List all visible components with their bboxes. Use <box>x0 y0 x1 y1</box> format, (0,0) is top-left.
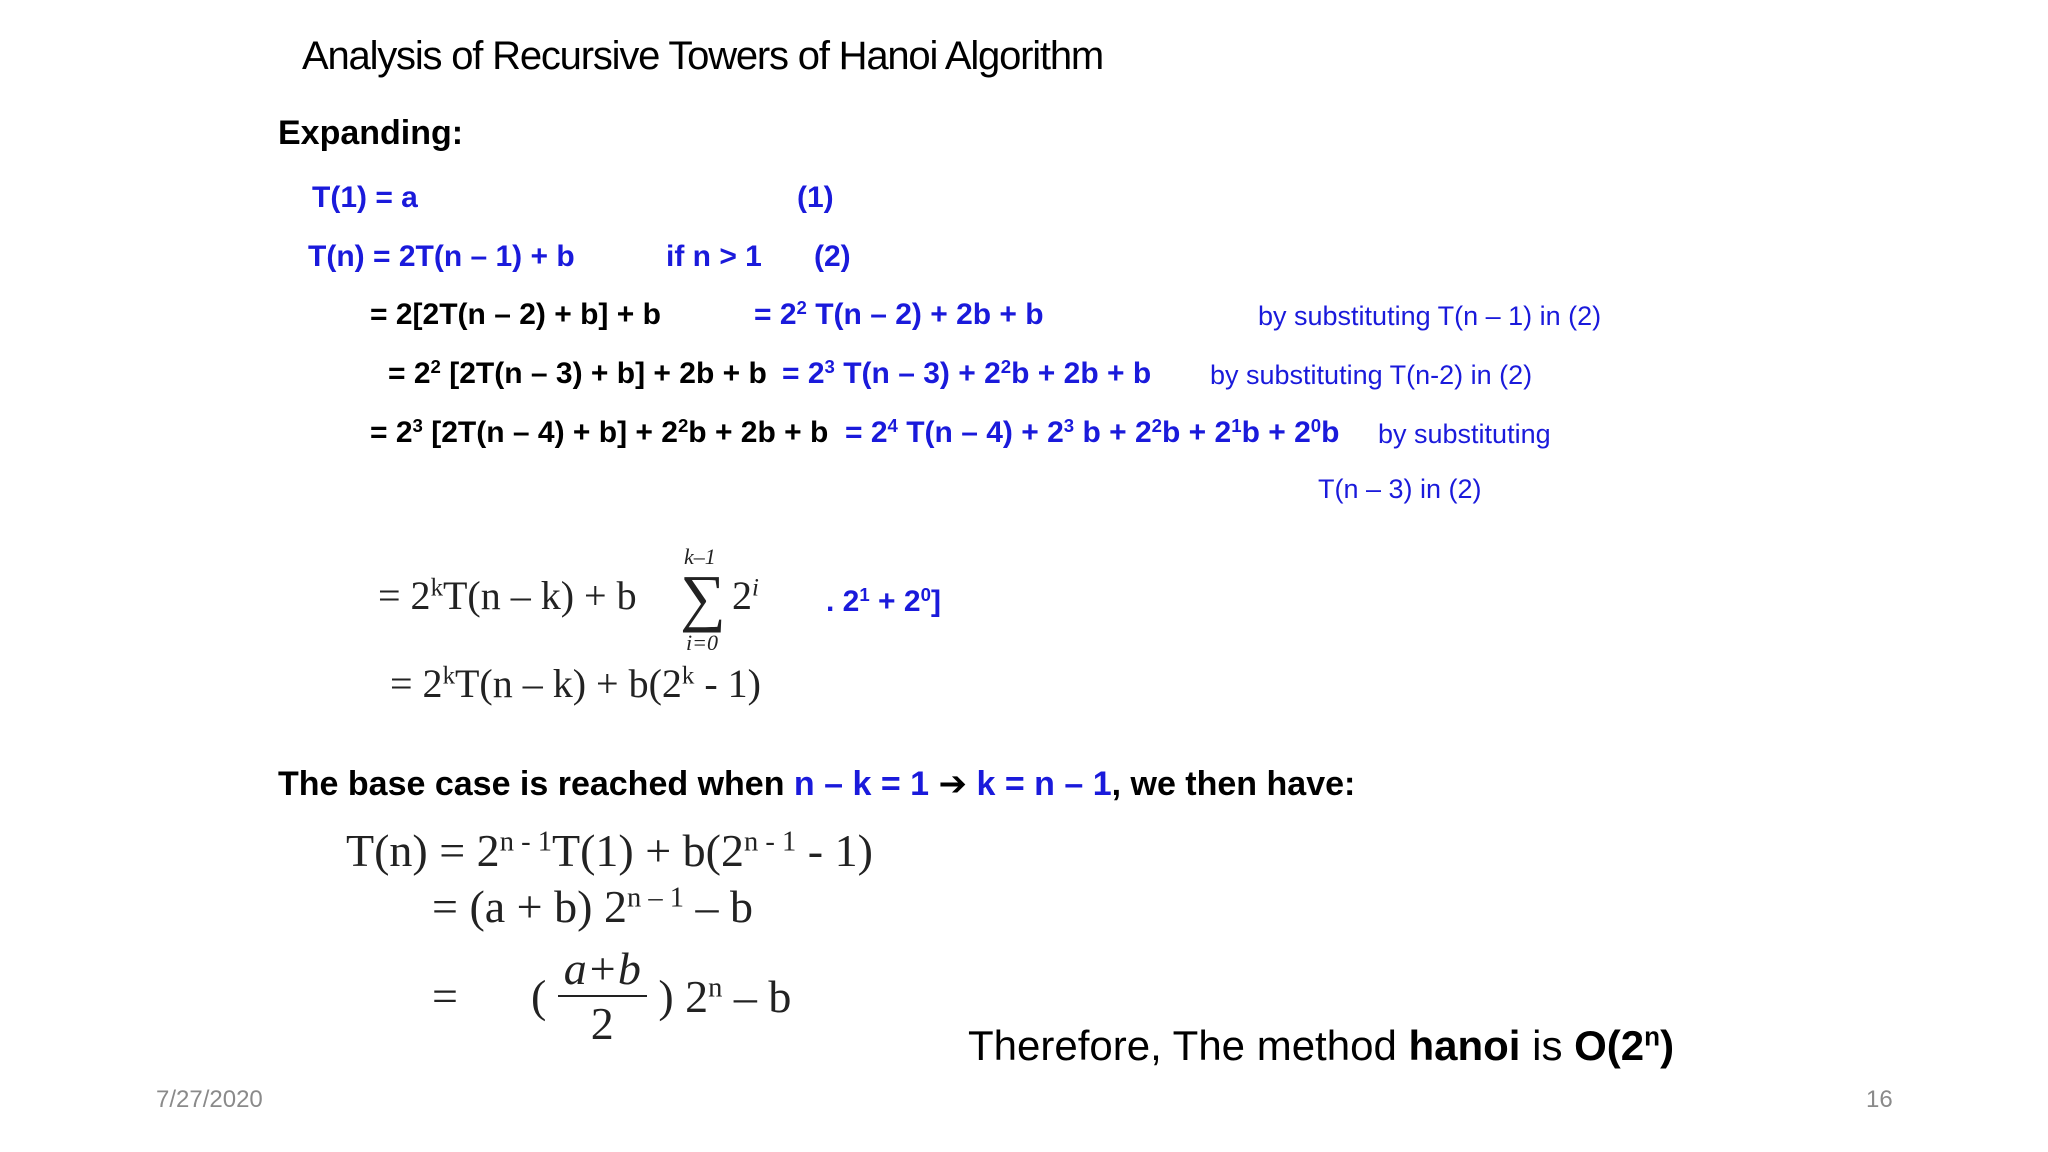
step2-note: by substituting T(n-2) in (2) <box>1210 360 1533 390</box>
summation-line-lhs: = $2^kT(n - k) + b$ <box>378 573 637 618</box>
step3-note-continued: T(n – 3) in (2) <box>1318 474 1482 504</box>
base-case-statement: The base case is reached when n – k = 1 ➔ k = n – 1, we then have: <box>278 765 1356 803</box>
closed-form-line: = $2^kT(n - k) + b(2^k - 1)$ <box>390 661 761 706</box>
step1-expansion: = 2[2T(n – 2) + b] + b <box>370 298 661 331</box>
sigma-lower-limit: i=0 <box>686 630 718 655</box>
footer-date: 7/27/2020 <box>156 1086 263 1113</box>
eq1-tag: (1) <box>797 181 834 214</box>
sigma-term: 2$^i$ <box>732 573 759 618</box>
step2-expansion: = $2^2$ [2T(n – 3) + b] + 2b + b <box>388 355 767 390</box>
final-equation-3: = ( $\frac{a+b}{2}$ ) 2$^n$ – b <box>432 943 792 1049</box>
sigma-upper-limit: k–1 <box>684 544 716 569</box>
sigma-symbol: ∑ <box>680 562 726 633</box>
step3-result: = $2^4$ $T(n - 4) + 2^3$ $b + 2^2b + 2^1b + 2^0b$ <box>845 414 1340 449</box>
eq2-lhs: T(n) = 2T(n – 1) + b <box>308 240 575 273</box>
fraction: $\frac{a+b}{2}$ <box>558 942 647 1050</box>
eq2-condition: if n > 1 <box>666 240 762 273</box>
final-equation-2: = (a + b) 2$^{n - 1}$ – b <box>432 881 753 932</box>
step3-expansion: = $2^3$ $[2T(n - 4) + b] + 2^2b + 2b + b$ <box>370 414 829 449</box>
conclusion-statement: Therefore, The method hanoi is O(2$^n$) <box>968 1021 1675 1069</box>
summation-trailing-terms: . $2^1 + 2^0$] <box>826 583 941 618</box>
step1-note: by substituting T(n – 1) in (2) <box>1258 301 1602 331</box>
arrow-icon: ➔ <box>938 765 968 803</box>
eq1-lhs: T(1) = a <box>312 181 418 214</box>
final-equation-1: $T(n) = 2^{n - 1}T(1) + b(2^{n - 1} - 1)$ <box>346 825 873 876</box>
slide-title: Analysis of Recursive Towers of Hanoi Algorithm <box>302 34 1104 78</box>
eq2-tag: (2) <box>814 240 851 273</box>
step1-result: = $2^2$ T(n – 2) + 2b + b <box>754 296 1044 331</box>
footer-page-number: 16 <box>1866 1086 1893 1113</box>
step2-result: = $2^3$ $T(n - 3) + 2^2b + 2b + b$ <box>782 355 1152 390</box>
expanding-heading: Expanding: <box>278 114 464 152</box>
step3-note: by substituting <box>1378 419 1551 449</box>
